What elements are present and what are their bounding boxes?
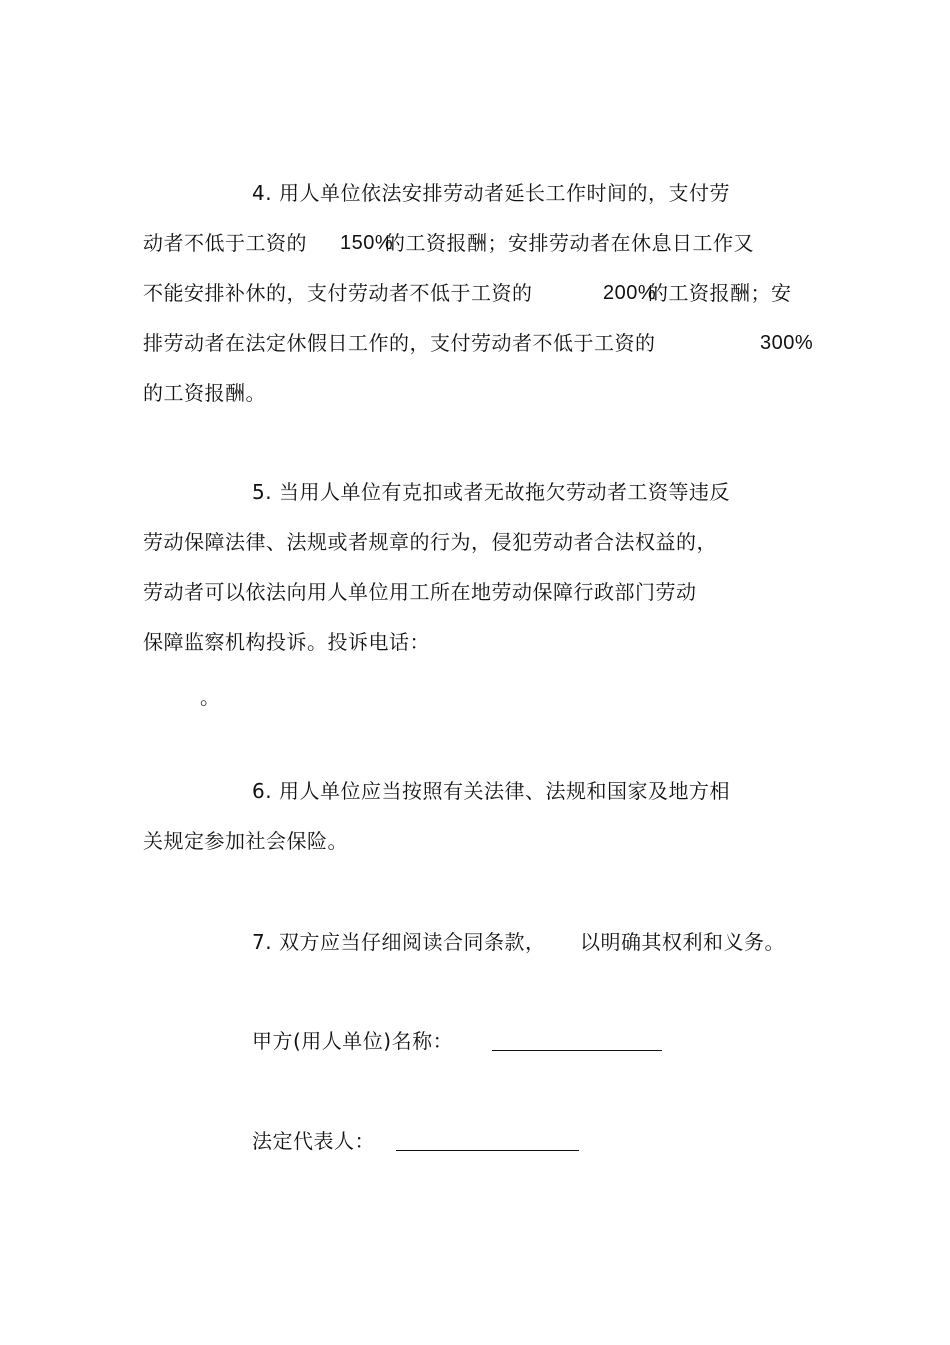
clause-5-line-3: 劳动者可以依法向用人单位用工所在地劳动保障行政部门劳动 bbox=[143, 580, 697, 604]
clause-7-line-1b: 以明确其权利和义务。 bbox=[580, 930, 785, 954]
clause-4-line-3a: 不能安排补休的，支付劳动者不低于工资的 bbox=[143, 281, 533, 305]
legal-representative-blank[interactable] bbox=[396, 1150, 579, 1151]
clause-4-line-5: 的工资报酬。 bbox=[143, 381, 266, 405]
clause-4-line-2a: 动者不低于工资的 bbox=[143, 231, 307, 255]
clause-5-line-4: 保障监察机构投诉。投诉电话： bbox=[143, 630, 430, 654]
clause-5-line-1: 5. 当用人单位有克扣或者无故拖欠劳动者工资等违反 bbox=[252, 480, 730, 504]
clause-5-line-5: 。 bbox=[200, 685, 221, 709]
legal-representative-label: 法定代表人： bbox=[252, 1129, 375, 1153]
party-a-name-blank[interactable] bbox=[492, 1050, 662, 1051]
clause-4-percent-300: 300% bbox=[760, 332, 814, 354]
clause-4-line-3c: 的工资报酬；安 bbox=[648, 281, 792, 305]
clause-6-line-1: 6. 用人单位应当按照有关法律、法规和国家及地方相 bbox=[252, 779, 730, 803]
clause-4-line-4a: 排劳动者在法定休假日工作的，支付劳动者不低于工资的 bbox=[143, 331, 656, 355]
clause-7-line-1a: 7. 双方应当仔细阅读合同条款， bbox=[252, 930, 546, 954]
clause-6-line-2: 关规定参加社会保险。 bbox=[143, 829, 348, 853]
clause-4-line-2c: 的工资报酬；安排劳动者在休息日工作又 bbox=[385, 231, 754, 255]
clause-4-percent-200: 200% bbox=[603, 282, 657, 304]
party-a-name-label: 甲方(用人单位)名称： bbox=[252, 1029, 454, 1053]
clause-4-line-1: 4. 用人单位依法安排劳动者延长工作时间的，支付劳 bbox=[252, 181, 730, 205]
clause-5-line-2: 劳动保障法律、法规或者规章的行为，侵犯劳动者合法权益的， bbox=[143, 530, 717, 554]
clause-4-percent-150: 150% bbox=[340, 232, 394, 254]
